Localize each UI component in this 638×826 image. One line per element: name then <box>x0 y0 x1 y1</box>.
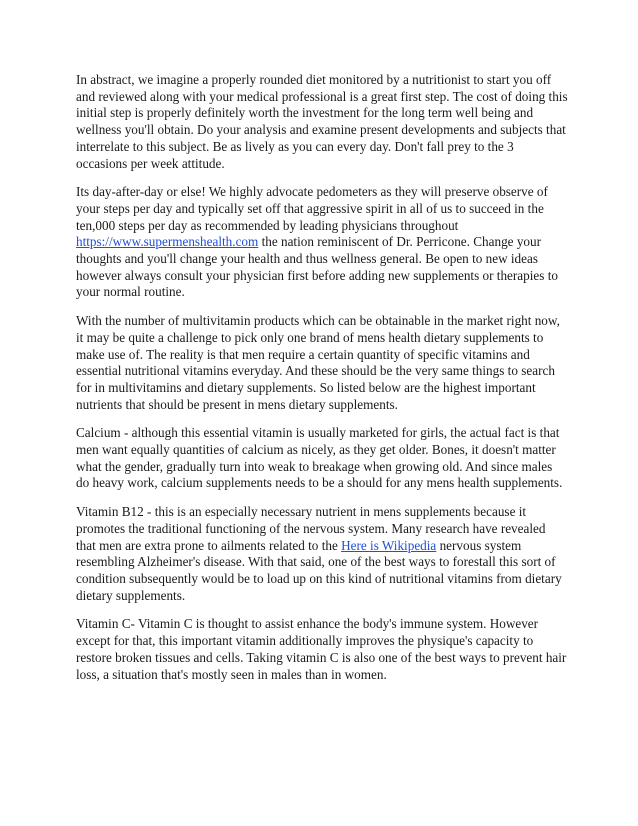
paragraph-text-before-link: Its day-after-day or else! We highly advocate pedometers as they will preserve observe of your steps per day and typically set off that aggressive spirit in all of us to succeed in the ten,000 steps per day as recommended by leading physicians throughout <box>76 184 548 233</box>
paragraph-pedometers <box>76 184 568 301</box>
document-page <box>76 72 568 695</box>
paragraph-vitamin-b12 <box>76 504 568 604</box>
supermenshealth-link[interactable]: https://www.supermenshealth.com <box>76 234 259 250</box>
paragraph-text: Calcium - although this essential vitamin is usually marketed for girls, the actual fact is that men want equally quantities of calcium as nicely, as they get older. Bones, it doesn't matter what the gender, gradually turn into weak to breakage when growing old. And since males do heavy work, calcium supplements needs to be a should for any mens health supplements. <box>76 425 563 491</box>
paragraph-text: With the number of multivitamin products which can be obtainable in the market right now, it may be quite a challenge to pick only one brand of mens health dietary supplements to make use of. The reality is that men require a certain quantity of specific vitamins and essential nutritional vitamins everyday. And these should be the very same things to search for in multivitamins and dietary supplements. So listed below are the highest important nutrients that should be present in mens dietary supplements. <box>76 313 560 412</box>
paragraph-text: In abstract, we imagine a properly rounded diet monitored by a nutritionist to start you off and reviewed along with your medical professional is a great first step. The cost of doing this initial step is properly definitely worth the investment for the long term well being and wellness you'll obtain. Do your analysis and examine present developments and subjects that interrelate to this subject. Be as lively as you can every day. Don't fall prey to the 3 occasions per week attitude. <box>76 72 568 171</box>
paragraph-vitamin-c <box>76 616 568 683</box>
paragraph-calcium <box>76 425 568 492</box>
paragraph-text-before-link: Vitamin B12 - this is an especially necessary nutrient in mens supplements because it promotes the traditional functioning of the nervous system. Many research have revealed that men are extra prone to ailments related to the <box>76 504 546 553</box>
paragraph-text: Vitamin C- Vitamin C is thought to assist enhance the body's immune system. However except for that, this important vitamin additionally improves the physique's capacity to restore broken tissues and cells. Taking vitamin C is also one of the best ways to prevent hair loss, a situation that's mostly seen in males than in women. <box>76 616 567 682</box>
paragraph-multivitamins <box>76 313 568 413</box>
paragraph-text-after-link: nervous system resembling Alzheimer's disease. With that said, one of the best ways to forestall this sort of condition subsequently would be to load up on this kind of nutritional vitamins from dietary dietary supplements. <box>76 537 562 603</box>
paragraph-text-after-link: the nation reminiscent of Dr. Perricone. Change your thoughts and you'll change your health and thus wellness general. Be open to new ideas however always consult your physician first before adding new supplements or therapies to your normal routine. <box>76 234 558 300</box>
wikipedia-link[interactable]: Here is Wikipedia <box>341 537 437 553</box>
paragraph-intro <box>76 72 568 172</box>
